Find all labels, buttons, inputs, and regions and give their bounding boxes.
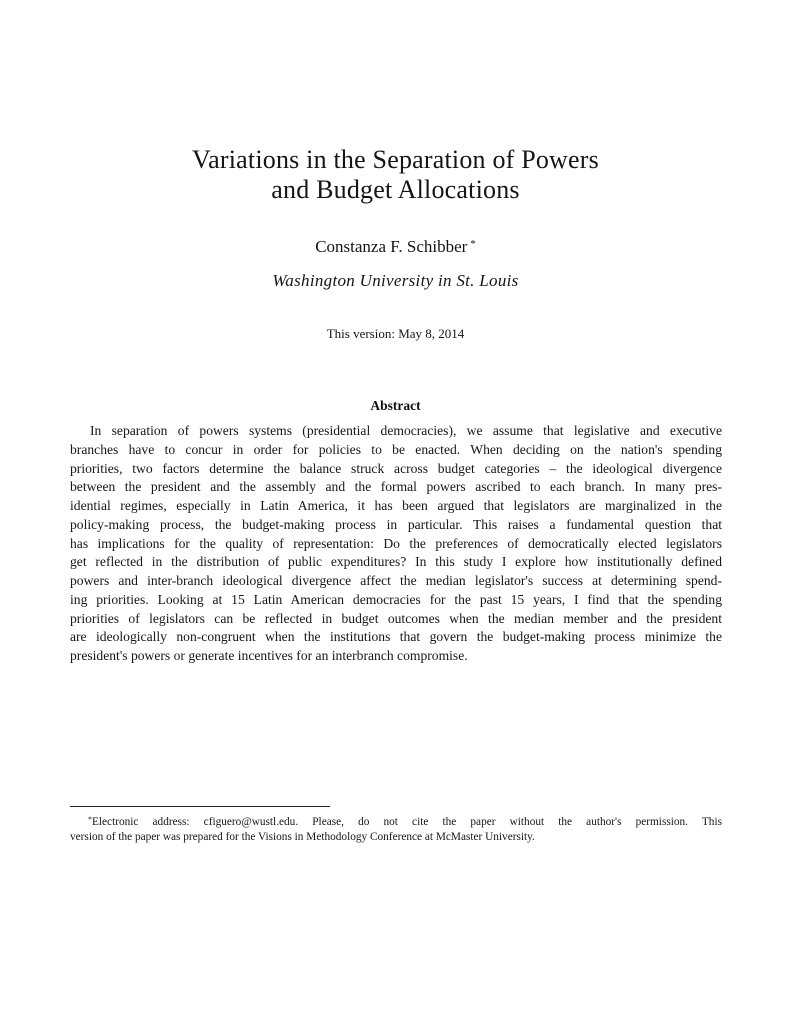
abstract-line: policy-making process, the budget-making process in particular. This raises a fundamental question that [70,516,722,532]
footnote-line [70,812,722,830]
abstract-line: are ideologically non-congruent when the institutions that govern the budget-making process minimize the [70,629,722,645]
author [0,234,791,257]
abstract-line: branches have to concur in order for policies to be enacted. When deciding on the nation's spending [70,441,722,457]
footnote-text: Electronic address: cfiguero@wustl.edu. Please, do not cite the paper without the author's permission. This [92,816,722,828]
author-footnote-mark[interactable]: * [470,238,476,250]
abstract-heading: Abstract [370,398,421,413]
abstract-line: priorities, two factors determine the balance struck across budget categories – the ideological divergence [70,460,722,476]
abstract-line: priorities of legislators can be reflected in budget outcomes when the median member and the president [70,610,722,626]
abstract-line: idential regimes, especially in Latin America, it has been argued that legislators are marginalized in the [70,498,722,513]
abstract-line: between the president and the assembly and the formal powers ascribed to each branch. In many pres- [70,479,722,495]
footnote-line: version of the paper was prepared for the Visions in Methodology Conference at McMaster University. [70,831,535,843]
abstract-line: president's powers or generate incentives for an interbranch compromise. [70,648,468,663]
footnote-divider [70,806,330,807]
footnote-mark: * [88,815,92,824]
title-line-1: Variations in the Separation of Powers [192,145,599,174]
abstract-line: has implications for the quality of representation: Do the preferences of democratically elected legislators [70,535,722,551]
title-line-2: and Budget Allocations [271,175,520,204]
abstract-line: get reflected in the distribution of public expenditures? In this study I explore how institutionally defined [70,554,722,570]
version-date: This version: May 8, 2014 [326,326,465,341]
abstract-body [70,422,722,666]
abstract-line: powers and inter-branch ideological divergence affect the median legislator's success at determining spend- [70,573,722,588]
footnote [70,812,722,845]
author-affiliation: Washington University in St. Louis [272,271,519,290]
abstract-line: In separation of powers systems (presidential democracies), we assume that legislative and executive [90,423,722,438]
abstract-line: ing priorities. Looking at 15 Latin American democracies for the past 15 years, I find that the spending [70,591,722,607]
paper-title [0,145,791,205]
author-name: Constanza F. Schibber [315,237,468,256]
